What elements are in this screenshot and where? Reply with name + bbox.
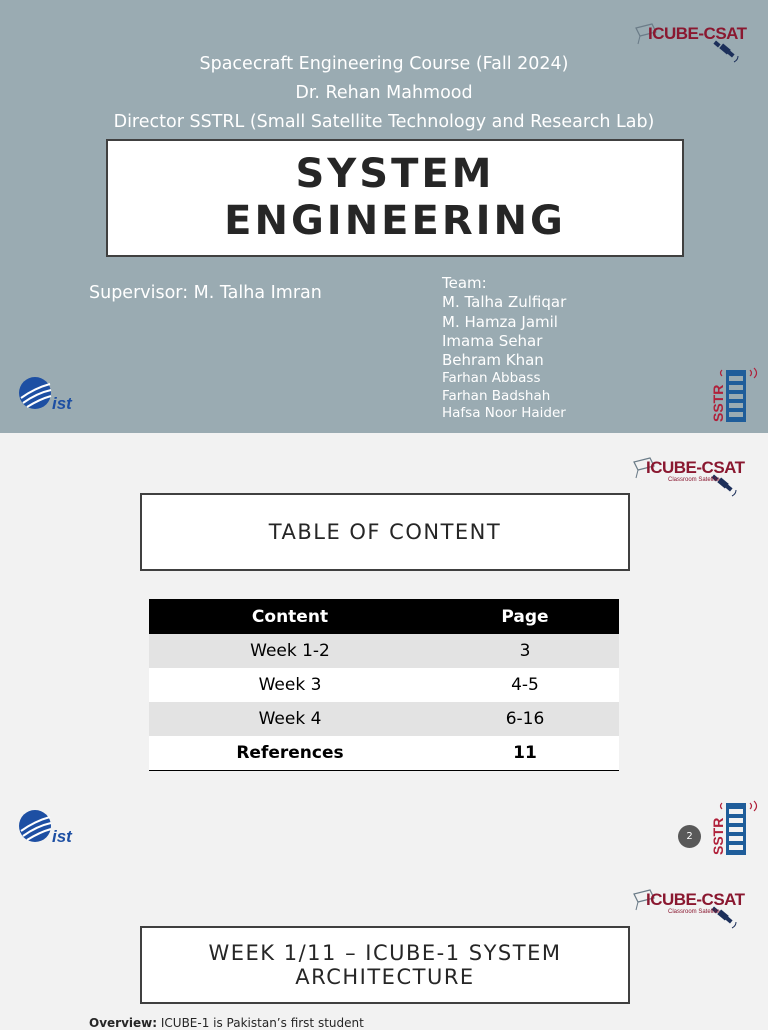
team-member: M. Hamza Jamil	[442, 312, 558, 331]
toc-table	[149, 599, 619, 771]
column-header-content: Content	[149, 599, 431, 634]
table-cell: 3	[431, 634, 619, 668]
toc-title: TABLE OF CONTENT	[268, 520, 502, 544]
overview-paragraph	[89, 1016, 364, 1030]
team-member: Behram Khan	[442, 351, 544, 370]
instructor-name: Dr. Rehan Mahmood	[295, 83, 473, 103]
team-member: M. Talha Zulfiqar	[442, 293, 567, 312]
team-member: Hafsa Noor Haider	[442, 405, 566, 422]
table-cell: 6-16	[431, 702, 619, 736]
supervisor-label: Supervisor: M. Talha Imran	[89, 283, 322, 303]
antenna-tower-icon	[708, 797, 760, 857]
icube-csat-logo	[632, 886, 752, 934]
nust-logo-text: ist	[52, 827, 72, 846]
icube-logo-text: ICUBE-CSAT	[646, 458, 745, 477]
table-cell: 4-5	[431, 668, 619, 702]
table-cell: Week 1-2	[149, 634, 431, 668]
sstr-logo-text: SSTR	[710, 817, 726, 855]
table-header-row	[149, 599, 619, 634]
icube-logo-subtext: Classroom Satellite	[668, 477, 720, 483]
sstr-logo-text: SSTR	[710, 384, 726, 422]
team-member: Farhan Badshah	[442, 387, 551, 404]
course-name: Spacecraft Engineering Course (Fall 2024)	[199, 54, 569, 74]
team-list	[442, 274, 566, 423]
overview-label: Overview:	[89, 1016, 158, 1030]
table-row	[149, 702, 619, 736]
team-member: Farhan Abbass	[442, 370, 541, 387]
overview-text: ICUBE-1 is Pakistan’s first student	[157, 1016, 364, 1030]
week-title-box	[140, 926, 630, 1004]
nust-logo	[18, 374, 80, 414]
team-label: Team:	[442, 274, 487, 292]
antenna-tower-icon	[708, 364, 760, 424]
title-box	[106, 139, 684, 257]
table-cell: Week 4	[149, 702, 431, 736]
table-row	[149, 668, 619, 702]
icube-logo-text: ICUBE-CSAT	[648, 24, 747, 43]
table-row	[149, 634, 619, 668]
instructor-title: Director SSTRL (Small Satellite Technology and Research Lab)	[113, 112, 655, 132]
globe-icon	[18, 374, 80, 414]
column-header-page: Page	[431, 599, 619, 634]
icube-logo-text: ICUBE-CSAT	[646, 890, 745, 909]
icube-csat-logo	[632, 454, 752, 502]
table-cell: 11	[431, 736, 619, 771]
table-row	[149, 736, 619, 771]
sstr-logo	[708, 797, 760, 857]
table-cell: References	[149, 736, 431, 771]
week-title: WEEK 1/11 – ICUBE-1 SYSTEM ARCHITECTURE	[208, 941, 562, 989]
team-member: Imama Sehar	[442, 331, 543, 350]
globe-icon	[18, 807, 80, 847]
toc-title-box	[140, 493, 630, 571]
sstr-logo	[708, 364, 760, 424]
slide-title: SYSTEM ENGINEERING	[224, 151, 566, 244]
nust-logo	[18, 807, 80, 847]
icube-csat-logo	[634, 20, 754, 68]
page-number-badge: 2	[678, 825, 701, 848]
nust-logo-text: ist	[52, 394, 72, 413]
icube-logo-subtext: Classroom Satellite	[668, 909, 720, 915]
table-cell: Week 3	[149, 668, 431, 702]
